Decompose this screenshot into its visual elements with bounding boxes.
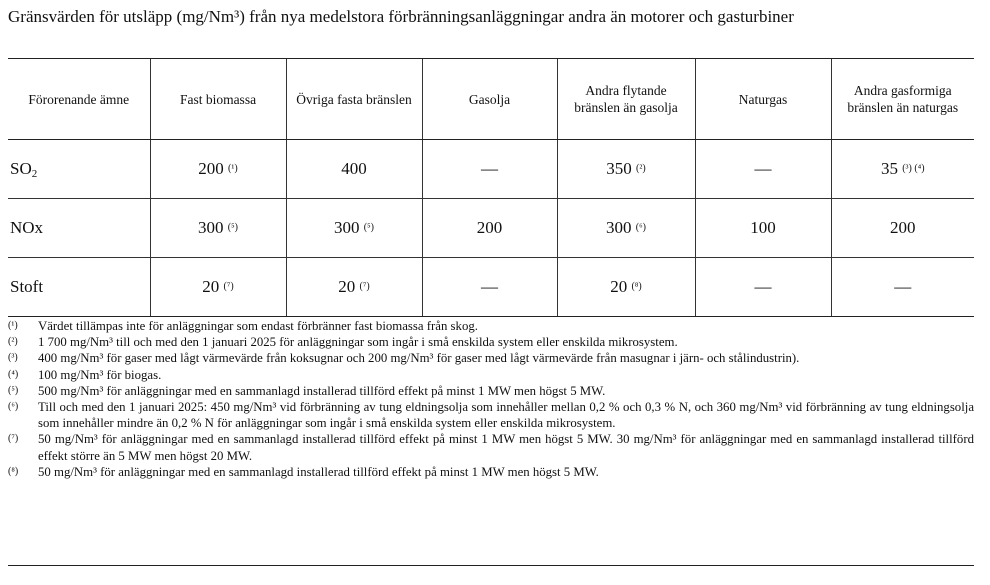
- document-page: [8, 0, 982, 585]
- cell-value: 400: [341, 159, 367, 178]
- table-row-so2: [8, 140, 974, 199]
- table-cell: [695, 258, 831, 317]
- column-header-other-liquid-fuels: Andra flytande bränslen än gasolja: [557, 59, 695, 140]
- footnote-marker: (³): [8, 352, 18, 364]
- cell-value: 300: [334, 218, 360, 237]
- column-header-pollutant: Förorenande ämne: [8, 59, 150, 140]
- table-cell: [422, 140, 557, 199]
- cell-value: 200: [890, 218, 916, 237]
- cell-value: —: [481, 277, 498, 296]
- footnote-ref: (⁵): [363, 222, 374, 233]
- cell-value: 20: [338, 277, 356, 296]
- pollutant-name: NOx: [10, 218, 44, 237]
- footnote-4: [8, 367, 974, 383]
- footnote-5: [8, 383, 974, 399]
- table-cell: [150, 199, 286, 258]
- table-cell: [557, 199, 695, 258]
- pollutant-name: Stoft: [10, 277, 44, 296]
- footnote-marker: (²): [8, 336, 18, 348]
- cell-value: 300: [198, 218, 224, 237]
- footnote-text: 400 mg/Nm³ för gaser med lågt värmevärde från koksugnar och 200 mg/Nm³ för gaser med lågt värmevärde från masugnar i järn- och stålindustrin).: [38, 351, 800, 366]
- cell-value: —: [894, 277, 912, 296]
- footnote-ref: (²): [636, 163, 646, 174]
- footnote-ref: (¹): [228, 163, 238, 174]
- footnote-3: [8, 350, 974, 366]
- footnote-text: 100 mg/Nm³ för biogas.: [38, 367, 162, 382]
- table-header-row: [8, 59, 974, 140]
- footnote-8: [8, 464, 974, 480]
- footnote-text: 50 mg/Nm³ för anläggningar med en sammanlagd installerad tillförd effekt på minst 1 MW men högst 5 MW. 30 mg/Nm³ för anläggningar med en sammanlagd installerad tillförd effekt större än 5 MW men högst 20 MW.: [38, 432, 974, 463]
- footnote-ref: (⁸): [631, 281, 642, 292]
- column-header-other-gaseous-fuels: Andra gasformiga bränslen än naturgas: [831, 59, 974, 140]
- footnote-ref: (⁶): [635, 222, 646, 233]
- footnote-marker: (¹): [8, 320, 18, 331]
- emission-limits-table: [8, 59, 974, 317]
- table-cell: [831, 199, 974, 258]
- cell-value: —: [481, 159, 498, 178]
- row-header-so2: [8, 140, 150, 199]
- footnote-1: [8, 318, 974, 334]
- bottom-rule: [8, 565, 974, 566]
- table-cell: [557, 140, 695, 199]
- footnote-ref: (⁷): [359, 281, 370, 292]
- table-cell: [831, 258, 974, 317]
- footnote-ref: (³) (⁴): [902, 163, 925, 174]
- cell-value: 350: [606, 159, 632, 178]
- footnote-text: Värdet tillämpas inte för anläggningar som endast förbränner fast biomassa från skog.: [38, 319, 478, 333]
- table-cell: [557, 258, 695, 317]
- pollutant-subscript: 2: [31, 167, 38, 180]
- table-cell: [150, 140, 286, 199]
- cell-value: 35: [880, 159, 898, 178]
- column-header-gas-oil: Gasolja: [422, 59, 557, 140]
- footnote-7: [8, 431, 974, 463]
- table-cell: [695, 199, 831, 258]
- document-title: Gränsvärden för utsläpp (mg/Nm³) från nya medelstora förbränningsanläggningar andra än motorer och gasturbiner: [8, 7, 794, 26]
- column-header-other-solid-fuels: Övriga fasta bränslen: [286, 59, 422, 140]
- column-header-solid-biomass: Fast biomassa: [150, 59, 286, 140]
- cell-value: 200: [198, 159, 224, 178]
- footnote-ref: (⁷): [223, 281, 234, 292]
- table-cell: [695, 140, 831, 199]
- cell-value: —: [754, 159, 772, 178]
- cell-value: —: [754, 277, 772, 296]
- table-cell: [831, 140, 974, 199]
- footnote-marker: (⁶): [8, 401, 19, 413]
- cell-value: 20: [202, 277, 220, 296]
- footnote-marker: (⁸): [8, 465, 19, 477]
- row-header-dust: [8, 258, 150, 317]
- table-cell: [286, 199, 422, 258]
- table-row-dust: [8, 258, 974, 317]
- footnote-text: Till och med den 1 januari 2025: 450 mg/Nm³ vid förbränning av tung eldningsolja som innehåller mellan 0,2 % och 0,3 % N, och 360 mg/Nm³ vid förbränning av tung eldningsolja som innehåller mindre än 0,2 % N för anläggningar som ingår i små enskilda system eller enskilda mikrosystem.: [38, 400, 974, 431]
- table-cell: [286, 140, 422, 199]
- table-cell: [286, 258, 422, 317]
- cell-value: 200: [476, 218, 503, 237]
- footnote-marker: (⁵): [8, 384, 19, 396]
- footnote-6: [8, 399, 974, 431]
- table-row-nox: [8, 199, 974, 258]
- table-cell: [422, 199, 557, 258]
- table-cell: [150, 258, 286, 317]
- footnote-marker: (⁷): [8, 433, 19, 445]
- column-header-natural-gas: Naturgas: [695, 59, 831, 140]
- footnotes: [8, 318, 974, 480]
- pollutant-name: SO: [10, 158, 32, 178]
- cell-value: 100: [750, 218, 776, 237]
- row-header-nox: [8, 199, 150, 258]
- footnote-marker: (⁴): [8, 368, 19, 380]
- table-cell: [422, 258, 557, 317]
- footnote-text: 50 mg/Nm³ för anläggningar med en sammanlagd installerad tillförd effekt på minst 1 MW men högst 5 MW.: [38, 464, 599, 479]
- footnote-text: 500 mg/Nm³ för anläggningar med en sammanlagd installerad tillförd effekt på minst 1 MW men högst 5 MW.: [38, 383, 606, 398]
- cell-value: 20: [610, 277, 628, 296]
- footnote-2: [8, 334, 974, 350]
- footnote-text: 1 700 mg/Nm³ till och med den 1 januari 2025 för anläggningar som ingår i små enskilda system eller enskilda mikrosystem.: [38, 335, 678, 350]
- footnote-ref: (⁵): [227, 222, 238, 233]
- cell-value: 300: [606, 218, 632, 237]
